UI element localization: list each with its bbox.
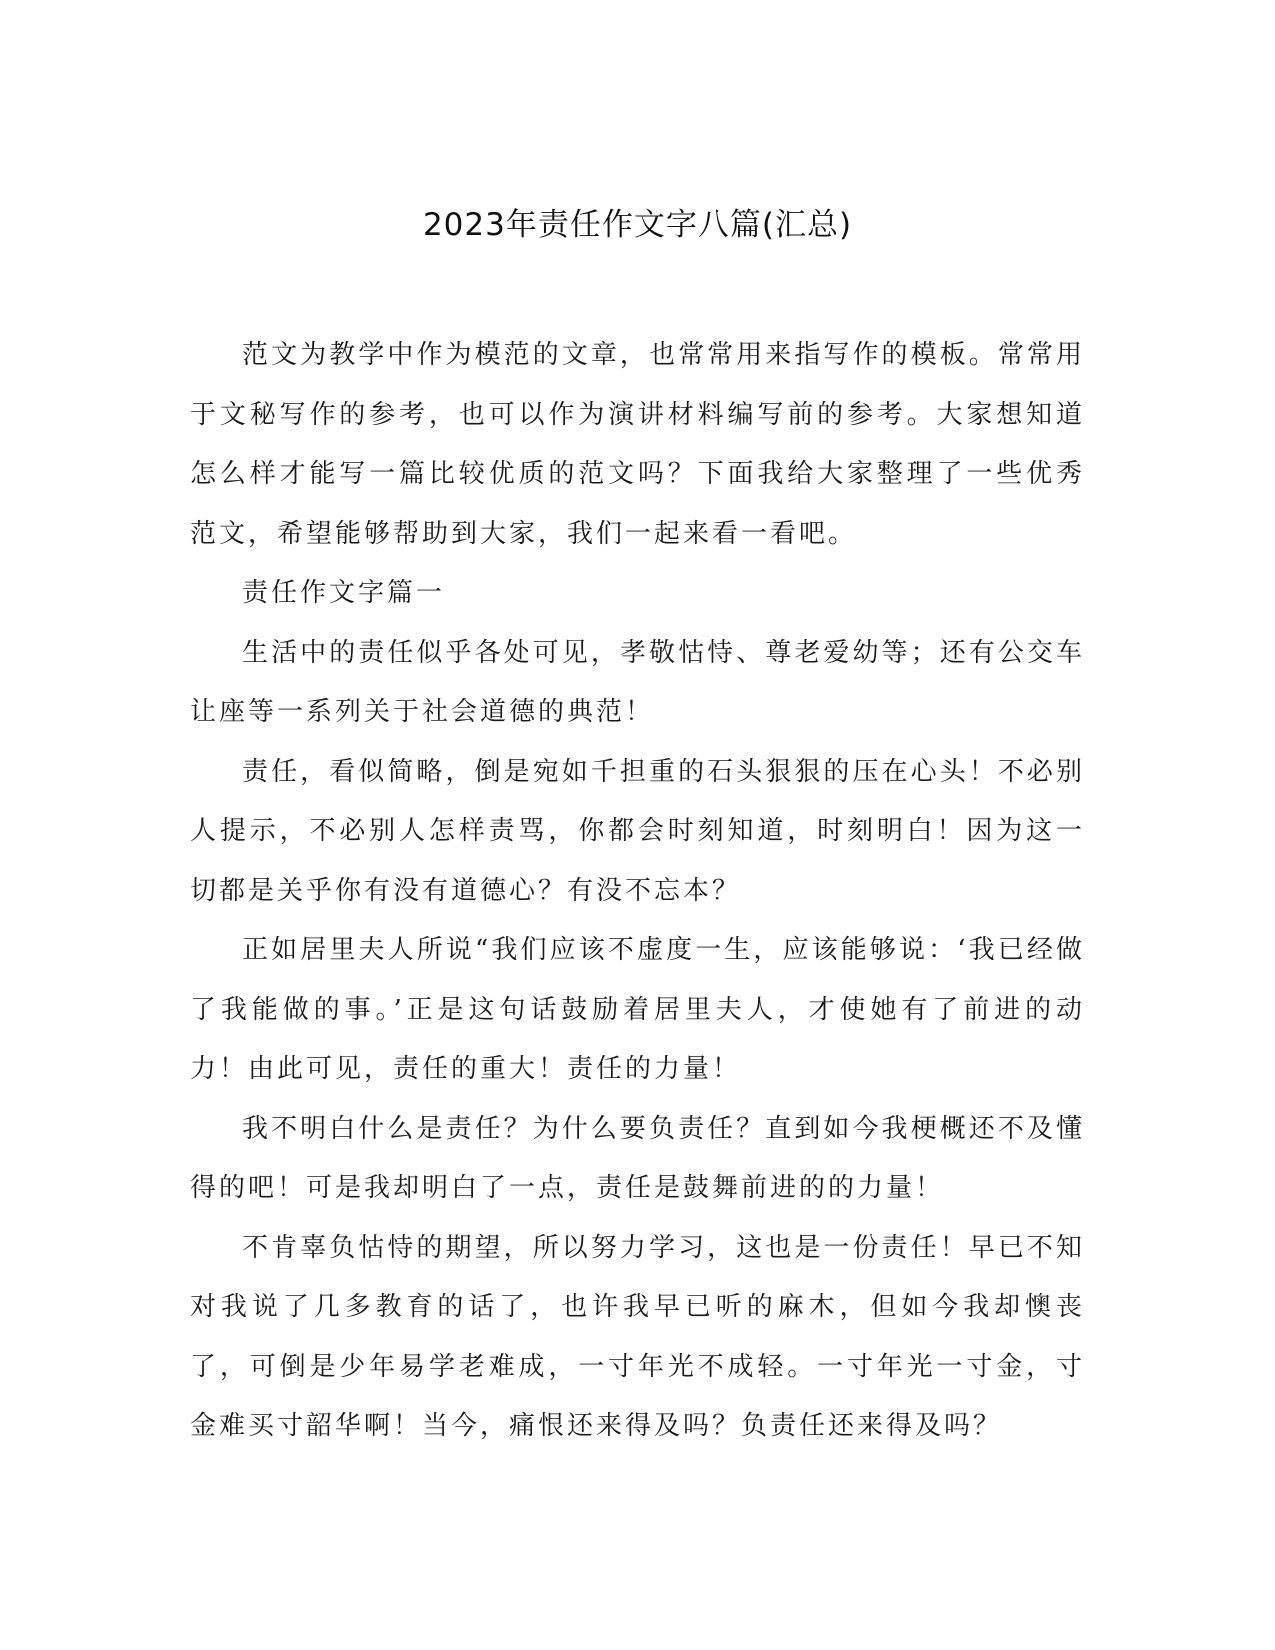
paragraph: 正如居里夫人所说“我们应该不虚度一生，应该能够说：‘我已经做了我能做的事。’正是这句话鼓励着居里夫人，才使她有了前进的动力！由此可见，责任的重大！责任的力量！ — [190, 935, 1085, 1084]
paragraph: 生活中的责任似乎各处可见，孝敬怙恃、尊老爱幼等；还有公交车让座等一系列关于社会道德的典范！ — [190, 637, 1085, 727]
document-title: 2023年责任作文字八篇(汇总) — [422, 207, 853, 243]
document-body — [190, 326, 1085, 1457]
paragraph: 我不明白什么是责任？为什么要负责任？直到如今我梗概还不及懂得的吧！可是我却明白了一点，责任是鼓舞前进的的力量！ — [190, 1113, 1085, 1203]
paragraph: 责任，看似简略，倒是宛如千担重的石头狠狠的压在心头！不必别人提示，不必别人怎样责骂，你都会时刻知道，时刻明白！因为这一切都是关乎你有没有道德心？有没不忘本？ — [190, 756, 1085, 906]
section-heading: 责任作文字篇一 — [242, 578, 446, 608]
paragraph-intro: 范文为教学中作为模范的文章，也常常用来指写作的模板。常常用于文秘写作的参考，也可以作为演讲材料编写前的参考。大家想知道怎么样才能写一篇比较优质的范文吗？下面我给大家整理了一些优秀范文，希望能够帮助到大家，我们一起来看一看吧。 — [190, 340, 1085, 549]
paragraph: 不肯辜负怙恃的期望，所以努力学习，这也是一份责任！早已不知对我说了几多教育的话了，也许我早已听的麻木，但如今我却懊丧了，可倒是少年易学老难成，一寸年光不成轻。一寸年光一寸金，寸金难买寸韶华啊！当今，痛恨还来得及吗？负责任还来得及吗？ — [190, 1232, 1085, 1441]
